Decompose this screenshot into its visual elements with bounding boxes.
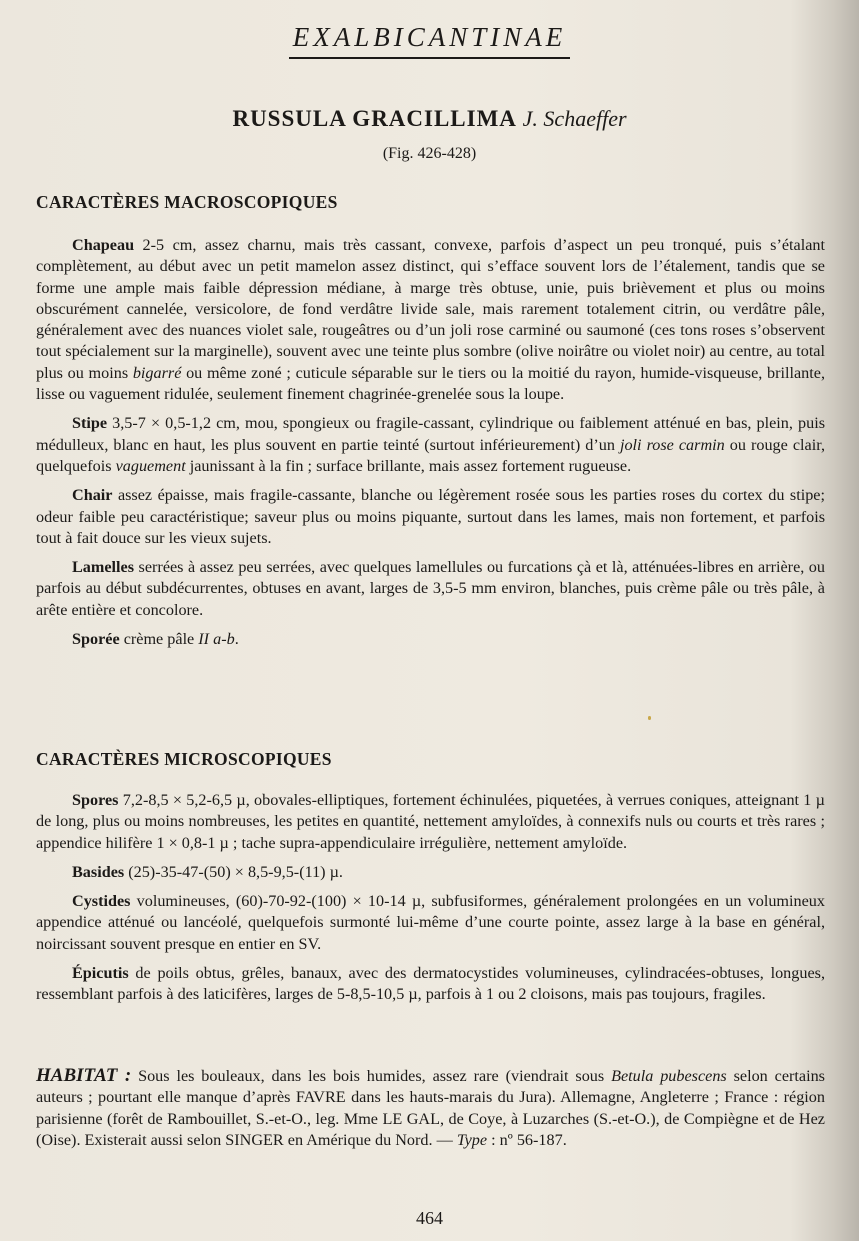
paper-speck: [648, 716, 651, 720]
sporee-text-end: .: [234, 630, 239, 649]
figure-reference: (Fig. 426-428): [382, 145, 477, 162]
page-header: [0, 22, 859, 59]
species-author: J. Schaeffer: [522, 106, 627, 131]
stipe-italic: joli rose carmin: [619, 435, 725, 454]
habitat-italic: Betula pubescens: [611, 1067, 727, 1085]
stipe-text-end: jaunissant à la fin ; surface brillante, mais assez fortement rugueuse.: [185, 456, 632, 475]
basides-text: (25)-35-47-(50) × 8,5-9,5-(11) µ.: [124, 862, 343, 881]
chair-text: assez épaisse, mais fragile-cassante, blanche ou légèrement rosée sous les parties roses du cortex du stipe; odeur faible peu caractéristique; saveur plus ou moins piquante, surtout dans les lames, mais non fortement, et parfois tout à fait douce sur les vieux sujets.: [36, 486, 825, 547]
chair-paragraph: [36, 485, 825, 549]
section-title: EXALBICANTINAE: [289, 22, 571, 59]
cystides-text: volumineuses, (60)-70-92-(100) × 10-14 µ, subfusiformes, généralement prolongées en un volumineux appendice atténué ou lancéolé, quelquefois surmonté lui-même d’une courte pointe, assez large à la base en général, noircissant souvent presque en entier en SV.: [36, 892, 825, 953]
habitat-text-end: : nº 56-187.: [487, 1130, 567, 1149]
species-title: [0, 106, 859, 132]
chapeau-text-cont: ou même zoné ; cuticule séparable sur le tiers ou la moitié du rayon, humide-visqueuse, brillante, lisse ou vaguement ridulée, seulement finement chagrinée-grenelée sous la loupe.: [36, 363, 825, 404]
microscopic-section: [36, 790, 825, 1014]
page-number: 464: [416, 1208, 443, 1228]
species-name: RUSSULA GRACILLIMA: [232, 106, 517, 131]
epicutis-text: de poils obtus, grêles, banaux, avec des dermatocystides volumineuses, cylindracées-obtuses, longues, ressemblant parfois à des laticifères, larges de 5-8,5-10,5 µ, parfois à 1 ou 2 cloisons, mais pas toujours, fragiles.: [36, 964, 825, 1004]
habitat-type-italic: Type: [456, 1130, 488, 1149]
lamelles-label: Lamelles: [72, 558, 135, 577]
macroscopic-heading: CARACTÈRES MACROSCOPIQUES: [36, 192, 338, 212]
habitat-text-cont: selon certains auteurs ; pourtant elle manque d’après FAVRE dans les hauts-marais du Jura). Allemagne, Angleterre ; France : région parisienne (forêt de Rambouillet, S.-et-O., leg. Mme LE GAL, de Coye, à Luzarches (S.-et-O.), de Compiègne et de Hez (Oise). Existerait aussi selon SINGER en Amérique du Nord. —: [36, 1067, 825, 1149]
microscopic-heading: CARACTÈRES MICROSCOPIQUES: [36, 749, 332, 769]
lamelles-text: serrées à assez peu serrées, avec quelques lamellules ou furcations çà et là, atténuées-libres en arrière, ou parfois au début subdécurrentes, obtuses en avant, larges de 3,5-5 mm environ, blanches, puis crème pâle ou très pâle, à arête entière et concolore.: [36, 558, 825, 619]
stipe-paragraph: [36, 413, 825, 477]
spores-paragraph: [36, 790, 825, 854]
epicutis-paragraph: [36, 963, 825, 1006]
lamelles-paragraph: [36, 557, 825, 621]
habitat-text: Sous les bouleaux, dans les bois humides, assez rare (viendrait sous: [131, 1067, 612, 1085]
chapeau-italic: bigarré: [132, 363, 182, 382]
sporee-text: crème pâle: [119, 630, 199, 649]
macroscopic-section: [36, 235, 825, 658]
cystides-paragraph: [36, 891, 825, 955]
sporee-italic: II a-b: [198, 630, 235, 649]
spores-label: Spores: [72, 791, 119, 809]
stipe-label: Stipe: [72, 414, 108, 433]
habitat-paragraph: [36, 1065, 825, 1151]
chapeau-text: 2-5 cm, assez charnu, mais très cassant, convexe, parfois d’aspect un peu tronqué, puis s’étalant complètement, au début avec un petit mamelon assez distinct, qui s’efface souvent lors de l’étalement, tandis que se forme une ample mais faible dépression médiane, à marge très obtuse, unie, puis brièvement et plus ou moins obscurément cannelée, versicolore, de fond verdâtre livide sale, mais rarement totalement citrin, ou verdâtre pâle, généralement avec des nuances violet sale, rougeâtres ou d’un joli rose carminé ou saumoné (ces tons roses s’observent tout spécialement sur la marginelle), souvent avec une teinte plus sombre (olive noirâtre ou violet noir) au centre, au total plus ou moins: [36, 236, 825, 382]
chapeau-label: Chapeau: [72, 236, 135, 254]
chapeau-paragraph: [36, 235, 825, 405]
sporee-label: Sporée: [72, 630, 120, 649]
basides-label: Basides: [72, 862, 125, 881]
chair-label: Chair: [72, 486, 113, 505]
habitat-label: HABITAT :: [36, 1065, 132, 1086]
stipe-text-cont: ou rouge clair, quelquefois: [36, 435, 825, 475]
stipe-italic-2: vaguement: [115, 456, 186, 475]
cystides-label: Cystides: [72, 892, 131, 911]
epicutis-label: Épicutis: [72, 964, 129, 983]
basides-paragraph: [36, 862, 825, 883]
sporee-paragraph: [36, 629, 825, 650]
stipe-text: 3,5-7 × 0,5-1,2 cm, mou, spongieux ou fragile-cassant, cylindrique ou faiblement atténué en bas, plein, puis médulleux, blanc en haut, les plus souvent en partie teinté (surtout inférieurement) d’un: [36, 414, 825, 454]
spores-text: 7,2-8,5 × 5,2-6,5 µ, obovales-elliptiques, fortement échinulées, piquetées, à verrues coniques, atteignant 1 µ de long, plus ou moins nombreuses, les petites en quantité, nettement amyloïdes, à connexifs nuls ou courts et très rares ; appendice hilifère 1 × 0,8-1 µ ; tache supra-appendiculaire irrégulière, nettement amyloïde.: [36, 791, 825, 852]
